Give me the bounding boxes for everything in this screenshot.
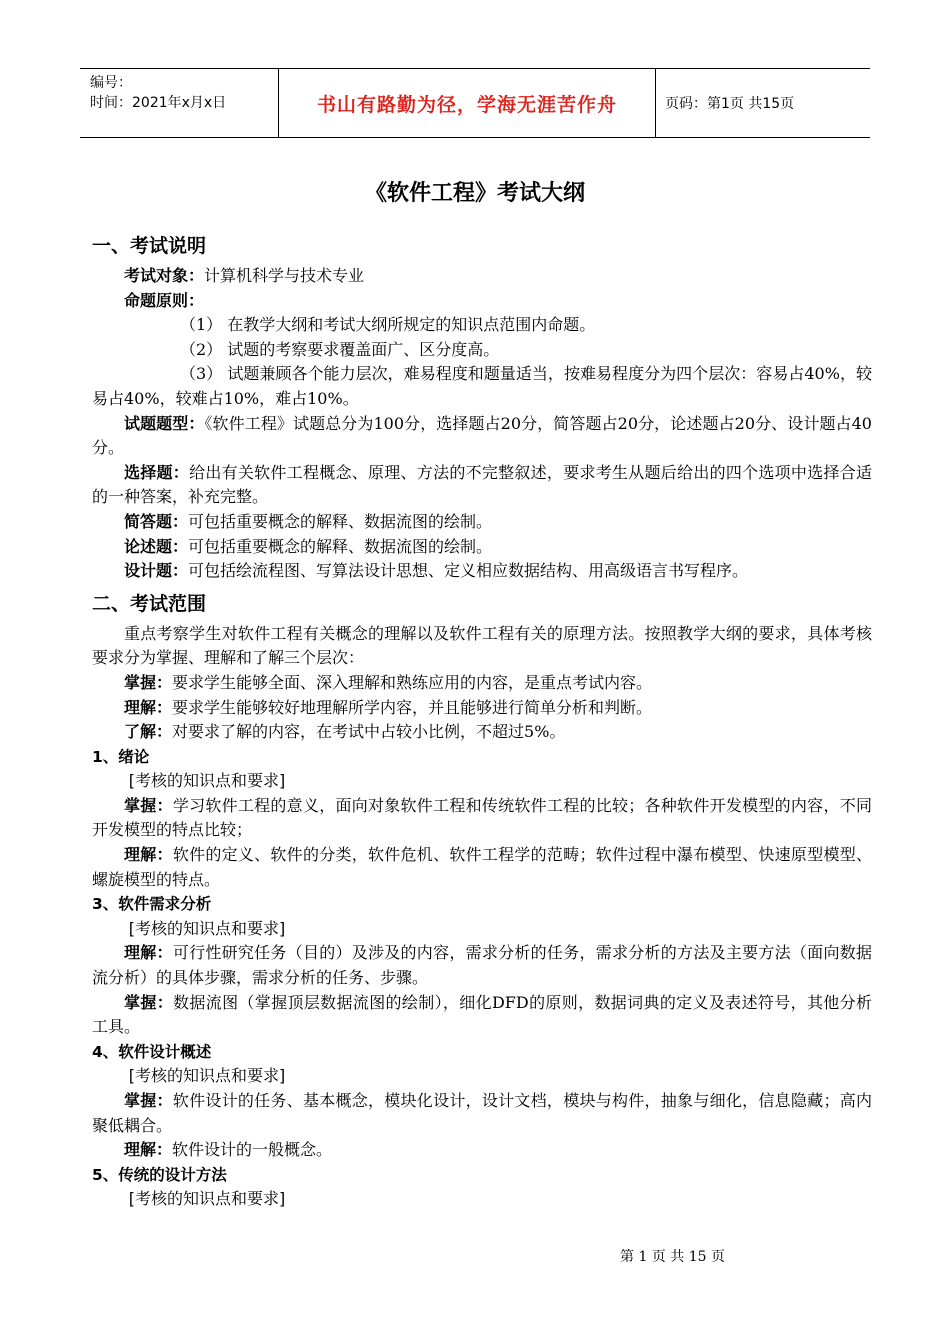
principle-item-2: （2） 试题的考察要求覆盖面广、区分度高。 [180,339,500,359]
chapter-item-text: 软件的定义、软件的分类，软件危机、软件工程学的范畴；软件过程中瀑布模型、快速原型模型、螺旋模型的特点。 [92,845,872,889]
chapter-item [92,991,872,1040]
short-answer-question [92,510,872,535]
header-page-info: 页码：第1页 共15页 [665,96,795,112]
page-footer: 第 1 页 共 15 页 [620,1249,725,1265]
level-master-text: 要求学生能够全面、深入理解和熟练应用的内容，是重点考试内容。 [172,672,653,692]
header-info [80,69,278,137]
level-master [92,671,872,696]
level-master-label: 掌握： [124,672,173,692]
level-understand [92,696,872,721]
short-answer-text: 可包括重要概念的解释、数据流图的绘制。 [188,511,493,531]
chapter-item [92,1089,872,1138]
chapter-item-text: 数据流图（掌握顶层数据流图的绘制），细化DFD的原则，数据词典的定义及表述符号，其他分析工具。 [92,992,872,1037]
chapter-title: 1、绪论 [92,747,150,766]
chapter-item-label: 理解： [124,845,173,865]
chapter-requirements-heading: [考核的知识点和要求] [128,1066,286,1086]
chapter-title: 4、软件设计概述 [92,1042,212,1061]
design-label: 设计题： [124,561,189,581]
date-label: 时间：2021年x月x日 [90,95,227,111]
design-text: 可包括绘流程图、写算法设计思想、定义相应数据结构、用高级语言书写程序。 [188,561,749,581]
chapter-requirements-heading: [考核的知识点和要求] [128,918,286,938]
short-answer-label: 简答题： [124,511,189,531]
chapter-item-label: 理解： [124,1140,173,1160]
exam-target-text: 计算机科学与技术专业 [204,266,365,285]
level-know-text: 对要求了解的内容，在考试中占较小比例，不超过5%。 [172,722,566,742]
principle-item-3: （3） 试题兼顾各个能力层次，难易程度和题量适当，按难易程度分为四个层次：容易占40%，较易占40%，较难占10%，难占10%。 [92,364,872,408]
exam-target-label: 考试对象： [124,266,205,285]
chapter-item [92,941,872,990]
document-title: 《软件工程》考试大纲 [364,181,585,206]
section-2-heading: 二、考试范围 [92,592,207,615]
chapter-title: 3、软件需求分析 [92,895,212,914]
chapter-item [92,794,872,843]
essay-label: 论述题： [124,536,189,556]
choice-label: 选择题： [124,462,190,482]
choice-question [92,461,872,510]
question-types-label: 试题题型： [124,413,205,433]
level-know-label: 了解： [124,722,173,742]
principle-heading [92,289,872,314]
page-header [80,68,870,138]
level-understand-text: 要求学生能够较好地理解所学内容，并且能够进行简单分析和判断。 [172,697,653,717]
level-understand-label: 理解： [124,697,173,717]
chapter-item [92,843,872,892]
essay-text: 可包括重要概念的解释、数据流图的绘制。 [188,536,493,556]
principle-label: 命题原则： [124,290,205,310]
number-label: 编号： [90,75,132,91]
essay-question [92,535,872,560]
level-know [92,720,872,745]
chapter-title: 5、传统的设计方法 [92,1165,227,1184]
question-types-text: 《软件工程》试题总分为100分，选择题占20分，简答题占20分，论述题占20分、设计题占40分。 [92,413,872,458]
section-1-heading: 一、考试说明 [92,235,207,257]
chapter-item-label: 掌握： [124,795,173,815]
header-motto: 书山有路勤为径，学海无涯苦作舟 [278,69,656,137]
question-types [92,412,872,461]
chapter-item-label: 理解： [124,943,173,963]
chapter-item-label: 掌握： [124,1091,173,1110]
chapter-item-text: 软件设计的任务、基本概念，模块化设计，设计文档，模块与构件，抽象与细化，信息隐藏；高内聚低耦合。 [92,1091,872,1135]
chapter-item-text: 软件设计的一般概念。 [172,1140,333,1160]
principle-item-1: （1） 在教学大纲和考试大纲所规定的知识点范围内命题。 [180,315,596,335]
choice-text: 给出有关软件工程概念、原理、方法的不完整叙述，要求考生从题后给出的四个选项中选择合适的一种答案，补充完整。 [92,462,872,507]
exam-target [92,264,872,289]
chapter-requirements-heading: [考核的知识点和要求] [128,771,286,791]
chapter-item-label: 掌握： [124,992,174,1012]
chapter-item [92,1138,872,1163]
document-body [92,232,872,1212]
scope-intro: 重点考察学生对软件工程有关概念的理解以及软件工程有关的原理方法。按照教学大纲的要求，具体考核要求分为掌握、理解和了解三个层次： [92,623,872,668]
chapter-item-text: 可行性研究任务（目的）及涉及的内容，需求分析的任务，需求分析的方法及主要方法（面向数据流分析）的具体步骤，需求分析的任务、步骤。 [92,943,872,988]
chapter-requirements-heading: [考核的知识点和要求] [128,1189,286,1209]
design-question [92,559,872,584]
chapter-item-text: 学习软件工程的意义，面向对象软件工程和传统软件工程的比较；各种软件开发模型的内容，不同开发模型的特点比较； [92,795,872,840]
